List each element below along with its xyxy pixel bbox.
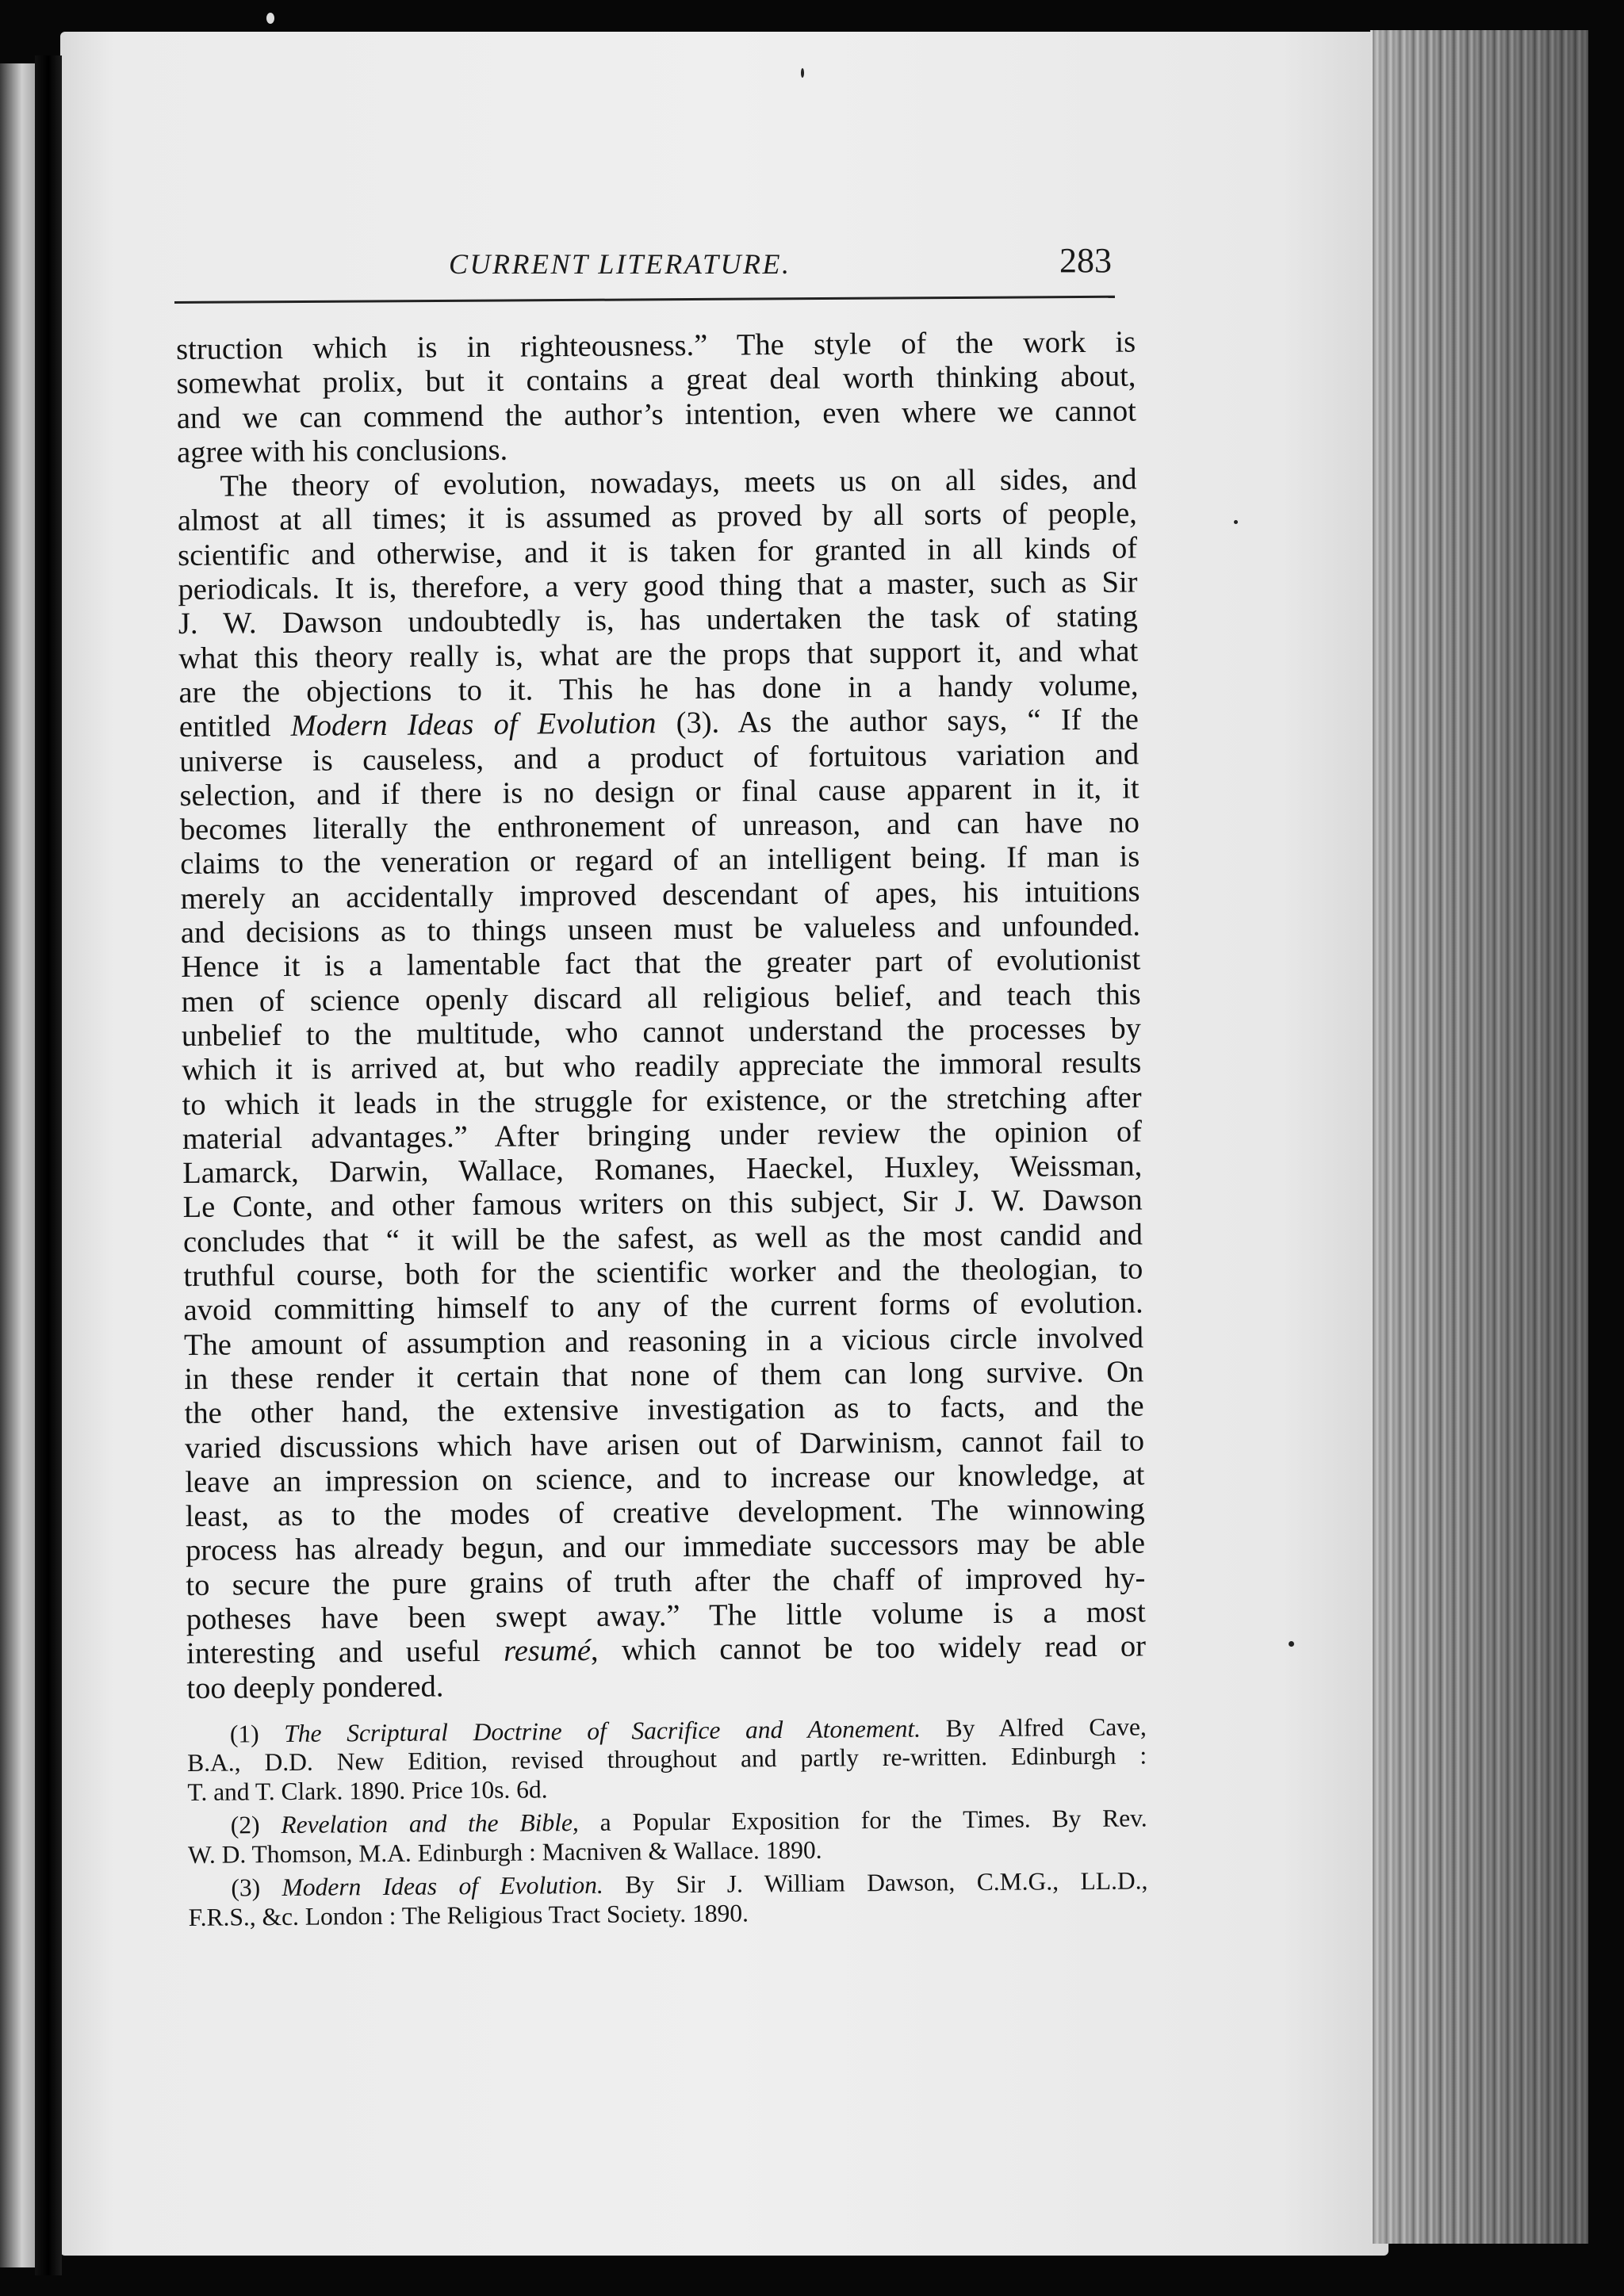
facing-page-edge — [0, 63, 40, 2267]
resume-italic: resumé — [504, 1634, 592, 1669]
body-line: and we can commend the author’s intention, even where we cannot — [176, 394, 1136, 435]
footnote-title: Revelation and the Bible, — [281, 1808, 579, 1839]
footnote-text: a Popular Exposition for the Times. By Rev. — [578, 1804, 1147, 1837]
body-line: J. W. Dawson undoubtedly is, has undertaken the task of stating — [178, 599, 1139, 641]
body-line: becomes literally the enthronement of unreason, and can have no — [179, 806, 1140, 848]
body-line: leave an impression on science, and to increase our knowledge, at — [185, 1458, 1145, 1499]
body-text: interesting and useful — [186, 1635, 504, 1671]
body-line: avoid committing himself to any of the current forms of evolution. — [183, 1286, 1143, 1328]
footnote-title: Modern Ideas of Evolution. — [282, 1871, 603, 1902]
body-line: process has already begun, and our immediate successors may be able — [185, 1526, 1146, 1568]
page-number: 283 — [1059, 241, 1112, 280]
footnote-line: B.A., D.D. New Edition, revised throughout and partly re-written. Edinburgh : — [187, 1741, 1147, 1777]
body-text: (3). As the author says, “ If the — [656, 702, 1139, 740]
body-line: Le Conte, and other famous writers on this subject, Sir J. W. Dawson — [182, 1183, 1143, 1225]
body-line: selection, and if there is no design or final cause apparent in it, it — [179, 771, 1139, 813]
body-line: almost at all times; it is assumed as proved by all sorts of people, — [177, 496, 1137, 538]
body-line: somewhat prolix, but it contains a great deal worth thinking about, — [176, 359, 1136, 401]
body-line: men of science openly discard all religious belief, and teach this — [181, 978, 1141, 1019]
running-head: CURRENT LITERATURE. — [449, 248, 791, 280]
body-line: to secure the pure grains of truth after the chaff of improved hy- — [186, 1561, 1146, 1602]
footnote-text: By Sir J. William Dawson, C.M.G., LL.D., — [603, 1866, 1148, 1900]
footnote-title: The Scriptural Doctrine of Sacrifice and Atonement. — [284, 1714, 921, 1747]
page-edges-shading — [1370, 30, 1588, 2244]
body-line: Lamarck, Darwin, Wallace, Romanes, Haeckel, Huxley, Weissman, — [182, 1149, 1143, 1191]
book-gutter — [35, 55, 62, 2275]
body-line: potheses have been swept away.” The little volume is a most — [186, 1595, 1146, 1636]
footnote-number: (3) — [231, 1873, 282, 1902]
body-text: entitled — [178, 710, 291, 744]
ink-speck — [1234, 520, 1238, 524]
body-line: in these render it certain that none of them can long survive. On — [184, 1355, 1144, 1396]
footnote-2 — [188, 1804, 1148, 1870]
body-line: claims to the veneration or regard of an intelligent being. If man is — [180, 840, 1140, 882]
body-line: varied discussions which have arisen out of Darwinism, cannot fail to — [184, 1423, 1145, 1465]
body-line: struction which is in righteousness.” The style of the work is — [176, 325, 1136, 366]
body-line: to which it leads in the struggle for existence, or the stretching after — [182, 1080, 1142, 1122]
body-line: unbelief to the multitude, who cannot understand the processes by — [181, 1012, 1142, 1053]
body-line: too deeply pondered. — [186, 1669, 444, 1705]
body-line: which it is arrived at, but who readily appreciate the immoral results — [182, 1046, 1142, 1088]
footnote-line: T. and T. Clark. 1890. Price 10s. 6d. — [187, 1775, 548, 1806]
ink-speck — [1289, 1641, 1294, 1647]
body-text: , which cannot be too widely read or — [590, 1629, 1147, 1668]
footnote-line: F.R.S., &c. London : The Religious Tract Society. 1890. — [188, 1899, 749, 1931]
body-line: merely an accidentally improved descendant of apes, his intuitions — [180, 874, 1140, 916]
body-line: the other hand, the extensive investigation as to facts, and the — [184, 1389, 1144, 1431]
footnote-3 — [188, 1867, 1148, 1933]
footnote-text: By Alfred Cave, — [920, 1712, 1147, 1743]
body-line: Hence it is a lamentable fact that the greater part of evolutionist — [181, 943, 1141, 985]
body-line: periodicals. It is, therefore, a very good thing that a master, such as Sir — [178, 565, 1138, 607]
footnote-1 — [187, 1712, 1147, 1807]
body-line: are the objections to it. This he has done in a handy volume, — [178, 668, 1139, 710]
body-line: material advantages.” After bringing under review the opinion of — [182, 1115, 1143, 1156]
footnote-line: W. D. Thomson, M.A. Edinburgh : Macniven & Wallace. 1890. — [187, 1835, 822, 1869]
book-title-italic: Modern Ideas of Evolution — [290, 706, 657, 744]
body-line: universe is causeless, and a product of fortuitous variation and — [179, 737, 1139, 779]
body-line: and decisions as to things unseen must be valueless and unfounded. — [180, 909, 1141, 951]
footnote-number: (1) — [229, 1719, 285, 1748]
body-line: least, as to the modes of creative development. The winnowing — [185, 1492, 1145, 1534]
page-body — [176, 325, 1148, 1932]
footnote-number: (2) — [230, 1811, 282, 1839]
body-line: concludes that “ it will be the safest, as well as the most candid and — [182, 1218, 1143, 1259]
body-line: The amount of assumption and reasoning in a vicious circle involved — [183, 1321, 1144, 1362]
ink-speck — [266, 13, 274, 24]
body-line: scientific and otherwise, and it is taken for granted in all kinds of — [178, 531, 1138, 572]
body-line: truthful course, both for the scientific worker and the theologian, to — [183, 1252, 1143, 1293]
ink-speck — [801, 68, 804, 78]
body-line: The theory of evolution, nowadays, meets us on all sides, and — [220, 462, 1137, 503]
body-line: agree with his conclusions. — [177, 433, 508, 469]
body-line: what this theory really is, what are the props that support it, and what — [178, 634, 1139, 675]
